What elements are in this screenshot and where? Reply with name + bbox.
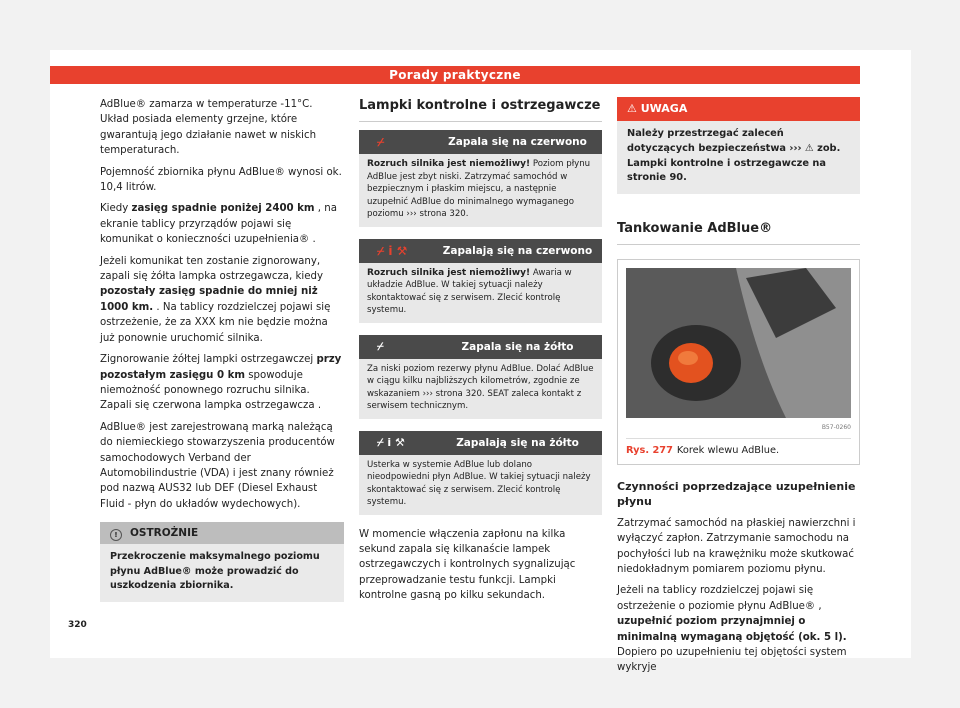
column-2: [359, 97, 602, 610]
page-header: Porady praktyczne: [50, 66, 860, 84]
section-title: Tankowanie AdBlue®: [617, 220, 860, 245]
warning-body: Należy przestrzegać zaleceń dotyczących bezpieczeństwa ››› ⚠ zob. Lampki kontrolne i ostrzegawcze na stronie 90.: [627, 128, 841, 184]
caution-box: [100, 522, 344, 602]
figure: [617, 259, 860, 465]
adblue-lamp-icon: ⌿: [377, 135, 385, 149]
lamp-box: ⌿ Zapala się na żółto Za niski poziom rezerwy płynu AdBlue. Dolać AdBlue w ciągu kilku najbliższych kilometrów, zgodnie ze wskazaniem ››› strona 320. SEAT zaleca kontakt z serwisem technicznym.: [359, 335, 602, 419]
lamp-box: ⌿ i ⚒ Zapalają się na żółto Usterka w systemie AdBlue lub dolano nieodpowiedni płyn AdBlue. W takiej sytuacji należy skontaktować się z serwisem. Zlecić kontrolę systemu.: [359, 431, 602, 515]
adblue-wrench-icon: ⌿ i ⚒: [377, 435, 405, 449]
warning-icon: ⚠: [627, 102, 641, 115]
paragraph: W momencie włączenia zapłonu na kilka sekund zapala się kilkanaście lampek ostrzegawczych i kontrolnych sygnalizując przeprowadzanie testu funkcji. Lampki kontrolne gasną po kilku sekundach.: [359, 528, 576, 602]
paragraph: Zignorowanie żółtej lampki ostrzegawczej przy pozostałym zasięgu 0 km spowoduje niemożność ponownego rozruchu silnika. Zapali się czerwona lampka ostrzegawcza .: [100, 354, 342, 412]
adblue-lamp-icon: ⌿: [377, 339, 384, 353]
column-3: [617, 97, 860, 682]
paragraph: Jeżeli na tablicy rozdzielczej pojawi się ostrzeżenie o poziomie płynu AdBlue® , uzupełnić poziom przynajmniej o minimalną wymaganą objętość (ok. 5 l). Dopiero po uzupełnieniu tej objętości system wykryje: [617, 585, 847, 674]
paragraph: Zatrzymać samochód na płaskiej nawierzchni i wyłączyć zapłon. Zatrzymanie samochodu na pochyłości lub na krawężniku może skutkować niedokładnym pomiarem poziomu płynu.: [617, 517, 856, 576]
adblue-cap-image: [626, 268, 851, 418]
subheading: Czynności poprzedzające uzupełnienie płynu: [617, 480, 856, 509]
warning-box: ⚠ UWAGA Należy przestrzegać zaleceń dotyczących bezpieczeństwa ››› ⚠ zob. Lampki kontrolne i ostrzegawcze na stronie 90.: [617, 97, 860, 194]
figure-code: B57-0260: [821, 424, 851, 432]
paragraph: Pojemność zbiornika płynu AdBlue® wynosi ok. 10,4 litrów.: [100, 166, 342, 194]
adblue-wrench-icon: ⌿ i ⚒: [377, 243, 408, 258]
paragraph: Jeżeli komunikat ten zostanie zignorowany, zapali się żółta lampka ostrzegawcza, kiedy pozostały zasięg spadnie do mniej niż 1000 km. . Na tablicy rozdzielczej pojawi się ostrzeżenie, że za XXX km nie będzie można już ponownie uruchomić silnika.: [100, 255, 331, 344]
section-title: Lampki kontrolne i ostrzegawcze: [359, 97, 602, 122]
lamp-box: ⌿ i ⚒ Zapalają się na czerwono Rozruch silnika jest niemożliwy! Awaria w układzie AdBlue. W takiej sytuacji należy skontaktować się z serwisem. Zlecić kontrolę systemu.: [359, 239, 602, 323]
column-1: [100, 97, 344, 602]
paragraph: AdBlue® zamarza w temperaturze -11°C. Układ posiada elementy grzejne, które gwarantują jego działanie nawet w niskich temperaturach.: [100, 99, 317, 157]
lamp-box: ⌿ Zapala się na czerwono Rozruch silnika jest niemożliwy! Poziom płynu AdBlue jest zbyt niski. Zatrzymać samochód w bezpiecznym i płaskim miejscu, a następnie uzupełnić AdBlue do minimalnego wymaganego poziomu ››› strona 320.: [359, 130, 602, 227]
caution-body: Przekroczenie maksymalnego poziomu płynu AdBlue® może prowadzić do uszkodzenia zbiornika.: [110, 551, 320, 592]
page-number: 320: [68, 620, 87, 630]
caution-title: OSTROŻNIE: [130, 527, 199, 540]
paragraph: AdBlue® jest zarejestrowaną marką należącą do niemieckiego stowarzyszenia producentów samochodowych Verband der Automobilindustrie (VDA) i jest znany również pod nazwą AUS32 lub DEF (Diesel Exhaust Fluid - płyn do układów wydechowych).: [100, 421, 335, 510]
figure-caption: Rys. 277 Korek wlewu AdBlue.: [626, 438, 851, 458]
info-icon: !: [110, 529, 122, 541]
paragraph: Kiedy zasięg spadnie poniżej 2400 km , na ekranie tablicy przyrządów pojawi się komunikat o konieczności uzupełnienia® .: [100, 203, 337, 246]
